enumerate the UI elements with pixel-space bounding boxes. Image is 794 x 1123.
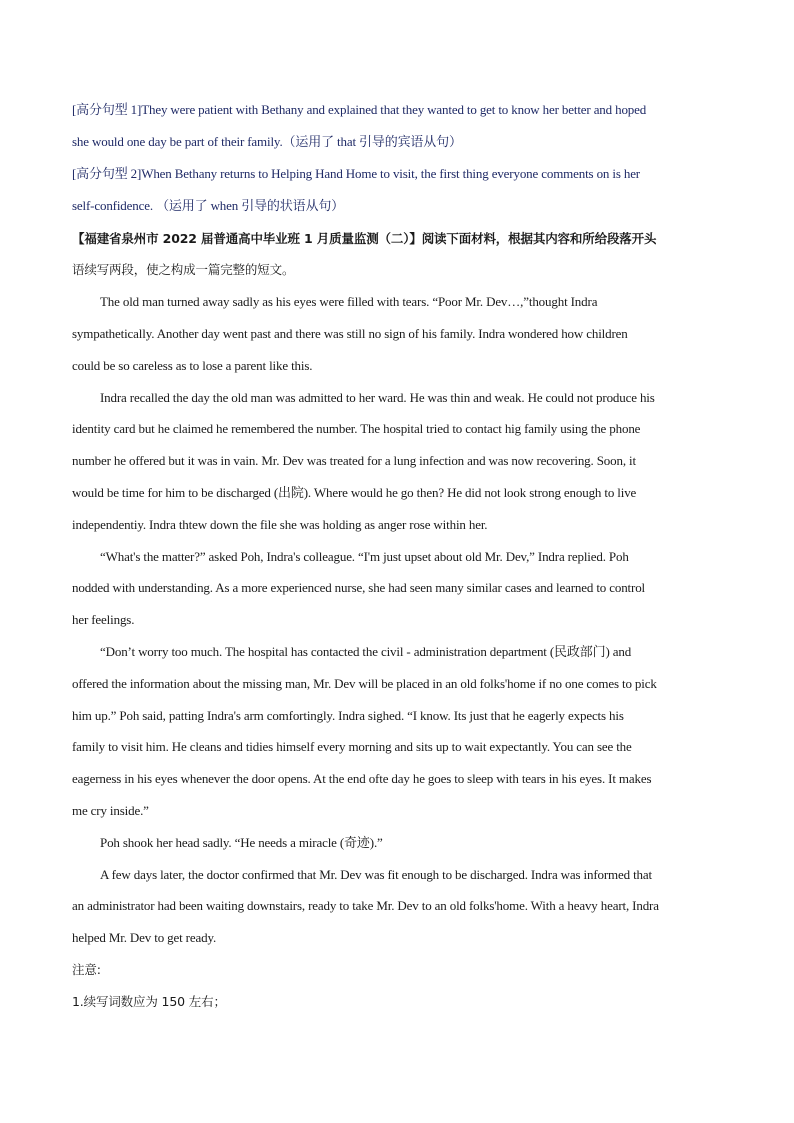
- task-heading-line-2: 语续写两段，使之构成一篇完整的短文。: [72, 262, 295, 277]
- passage-p2-line-4: would be time for him to be discharged (出院). Where would he go then? He did not look strong enough to live: [72, 485, 637, 500]
- passage-p4-line-5: eagerness in his eyes whenever the door opens. At the end ofte day he goes to sleep with tears in his eyes. It makes: [72, 771, 652, 786]
- sentence-pattern-2-line-2: self-confidence. （运用了 when 引导的状语从句）: [72, 198, 345, 213]
- passage-p2-line-2: identity card but he claimed he remembered the number. The hospital tried to contact hig family using the phone: [72, 421, 641, 436]
- passage-p6-line-1: A few days later, the doctor confirmed that Mr. Dev was fit enough to be discharged. Indra was informed that: [100, 867, 652, 882]
- passage-p4-line-3: him up.” Poh said, patting Indra's arm comfortingly. Indra sighed. “I know. Its just that he eagerly expects his: [72, 708, 624, 723]
- passage-p4-line-4: family to visit him. He cleans and tidies himself every morning and sits up to wait expectantly. You can see the: [72, 739, 632, 754]
- notes-item-1: 1.续写词数应为 150 左右；: [72, 994, 226, 1009]
- passage-p2-line-5: independentiy. Indra thtew down the file she was holding as anger rose within her.: [72, 517, 488, 532]
- passage-p1-line-3: could be so careless as to lose a parent like this.: [72, 358, 313, 373]
- task-heading-line-1: 【福建省泉州市 2022 届普通高中毕业班 1 月质量监测（二）】阅读下面材料，根据其内容和所给段落开头: [72, 231, 657, 246]
- passage-p3-line-2: nodded with understanding. As a more experienced nurse, she had seen many similar cases and learned to control: [72, 580, 646, 595]
- sentence-pattern-1-line-1: [高分句型 1]They were patient with Bethany and explained that they wanted to get to know her better and hoped: [72, 102, 647, 117]
- passage-p4-line-6: me cry inside.”: [72, 803, 149, 818]
- passage-p2-line-1: Indra recalled the day the old man was admitted to her ward. He was thin and weak. He could not produce his: [100, 390, 655, 405]
- passage-p6-line-2: an administrator had been waiting downstairs, ready to take Mr. Dev to an old folks'home. With a heavy heart, Indra: [72, 898, 659, 913]
- passage-p6-line-3: helped Mr. Dev to get ready.: [72, 930, 217, 945]
- sentence-pattern-2-line-1: [高分句型 2]When Bethany returns to Helping Hand Home to visit, the first thing everyone comments on is her: [72, 166, 640, 181]
- passage-p2-line-3: number he offered but it was in vain. Mr. Dev was treated for a lung infection and was now recovering. Soon, it: [72, 453, 636, 468]
- passage-p3-line-3: her feelings.: [72, 612, 135, 627]
- sentence-pattern-1-line-2: she would one day be part of their family.（运用了 that 引导的宾语从句）: [72, 134, 462, 149]
- passage-p3-line-1: “What's the matter?” asked Poh, Indra's colleague. “I'm just upset about old Mr. Dev,” Indra replied. Poh: [100, 549, 629, 564]
- passage-p5-line-1: Poh shook her head sadly. “He needs a miracle (奇迹).”: [100, 835, 383, 850]
- notes-heading: 注意:: [72, 962, 101, 977]
- passage-p1-line-2: sympathetically. Another day went past and there was still no sign of his family. Indra wondered how children: [72, 326, 628, 341]
- passage-p1-line-1: The old man turned away sadly as his eyes were filled with tears. “Poor Mr. Dev…,”thought Indra: [100, 294, 598, 309]
- passage-p4-line-1: “Don’t worry too much. The hospital has contacted the civil - administration department (民政部门) and: [100, 644, 632, 659]
- passage-p4-line-2: offered the information about the missing man, Mr. Dev will be placed in an old folks'home if no one comes to pick: [72, 676, 657, 691]
